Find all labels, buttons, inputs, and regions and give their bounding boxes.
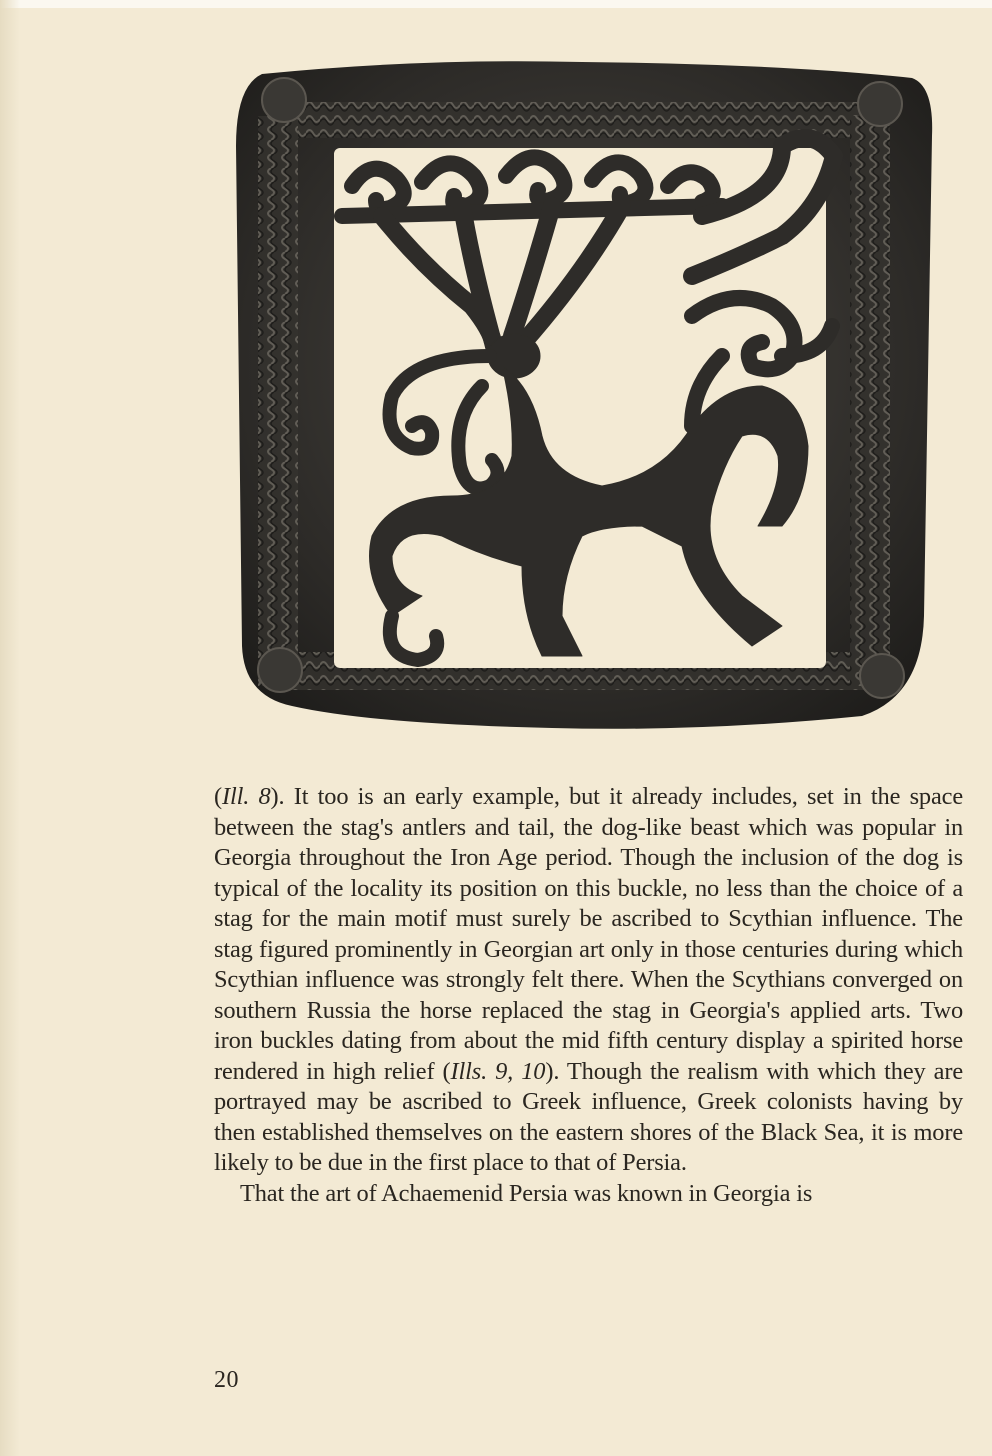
ill-reference: Ill. 8: [221, 783, 271, 810]
paragraph-1-part-2: ). Though the realism with which they are portrayed may be ascribed to Greek influence, Greek colonists having by then established themselves on the eastern shores of the Black Sea, it is more likely to be due in the first place to that of Persia.: [214, 1057, 964, 1176]
body-text: [214, 782, 963, 1209]
page-gutter-shadow: [0, 0, 20, 1456]
paragraph-2: That the art of Achaemenid Persia was known in Georgia is: [240, 1179, 813, 1207]
paragraph-1: (Ill. 8). It too is an early example, but it already includes, set in the space between the stag's antlers and tail, the dog-like beast which was popular in Georgia throughout the Iron Age period. Though the inclusion of the dog is typical of the locality its position on this buckle, no less than the choice of a stag for the main motif must surely be ascribed to Scythian influence. The stag figured prominently in Georgian art only in those centuries during which Scythian influence was strongly felt there. When the Scythians converged on southern Russia the horse replaced the stag in Georgia's applied arts. Two iron buckles dating from about the mid fifth century display a spirited horse rendered in high relief (Ills. 9, 10). Though the realism with which they are portrayed may be ascribed to Greek influence, Greek colonists having by then established themselves on the eastern shores of the Black Sea, it is more likely to be due in the first place to that of Persia.: [214, 783, 964, 1176]
buckle-photograph: [222, 56, 940, 732]
page-top-edge: [0, 0, 992, 8]
page-number: 20: [214, 1367, 239, 1393]
ills-reference: Ills. 9, 10: [450, 1057, 546, 1085]
paragraph-1-part-1: ). It too is an early example, but it already includes, set in the space between the stag's antlers and tail, the dog-like beast which was popular in Georgia throughout the Iron Age period. Though the inclusion of the dog is typical of the locality its position on this buckle, no less than the choice of a stag for the main motif must surely be ascribed to Scythian influence. The stag figured prominently in Georgian art only in those centuries during which Scythian influence was strongly felt there. When the Scythians converged on southern Russia the horse replaced the stag in Georgia's applied arts. Two iron buckles dating from about the mid fifth century display a spirited horse rendered in high relief (: [214, 783, 963, 1085]
